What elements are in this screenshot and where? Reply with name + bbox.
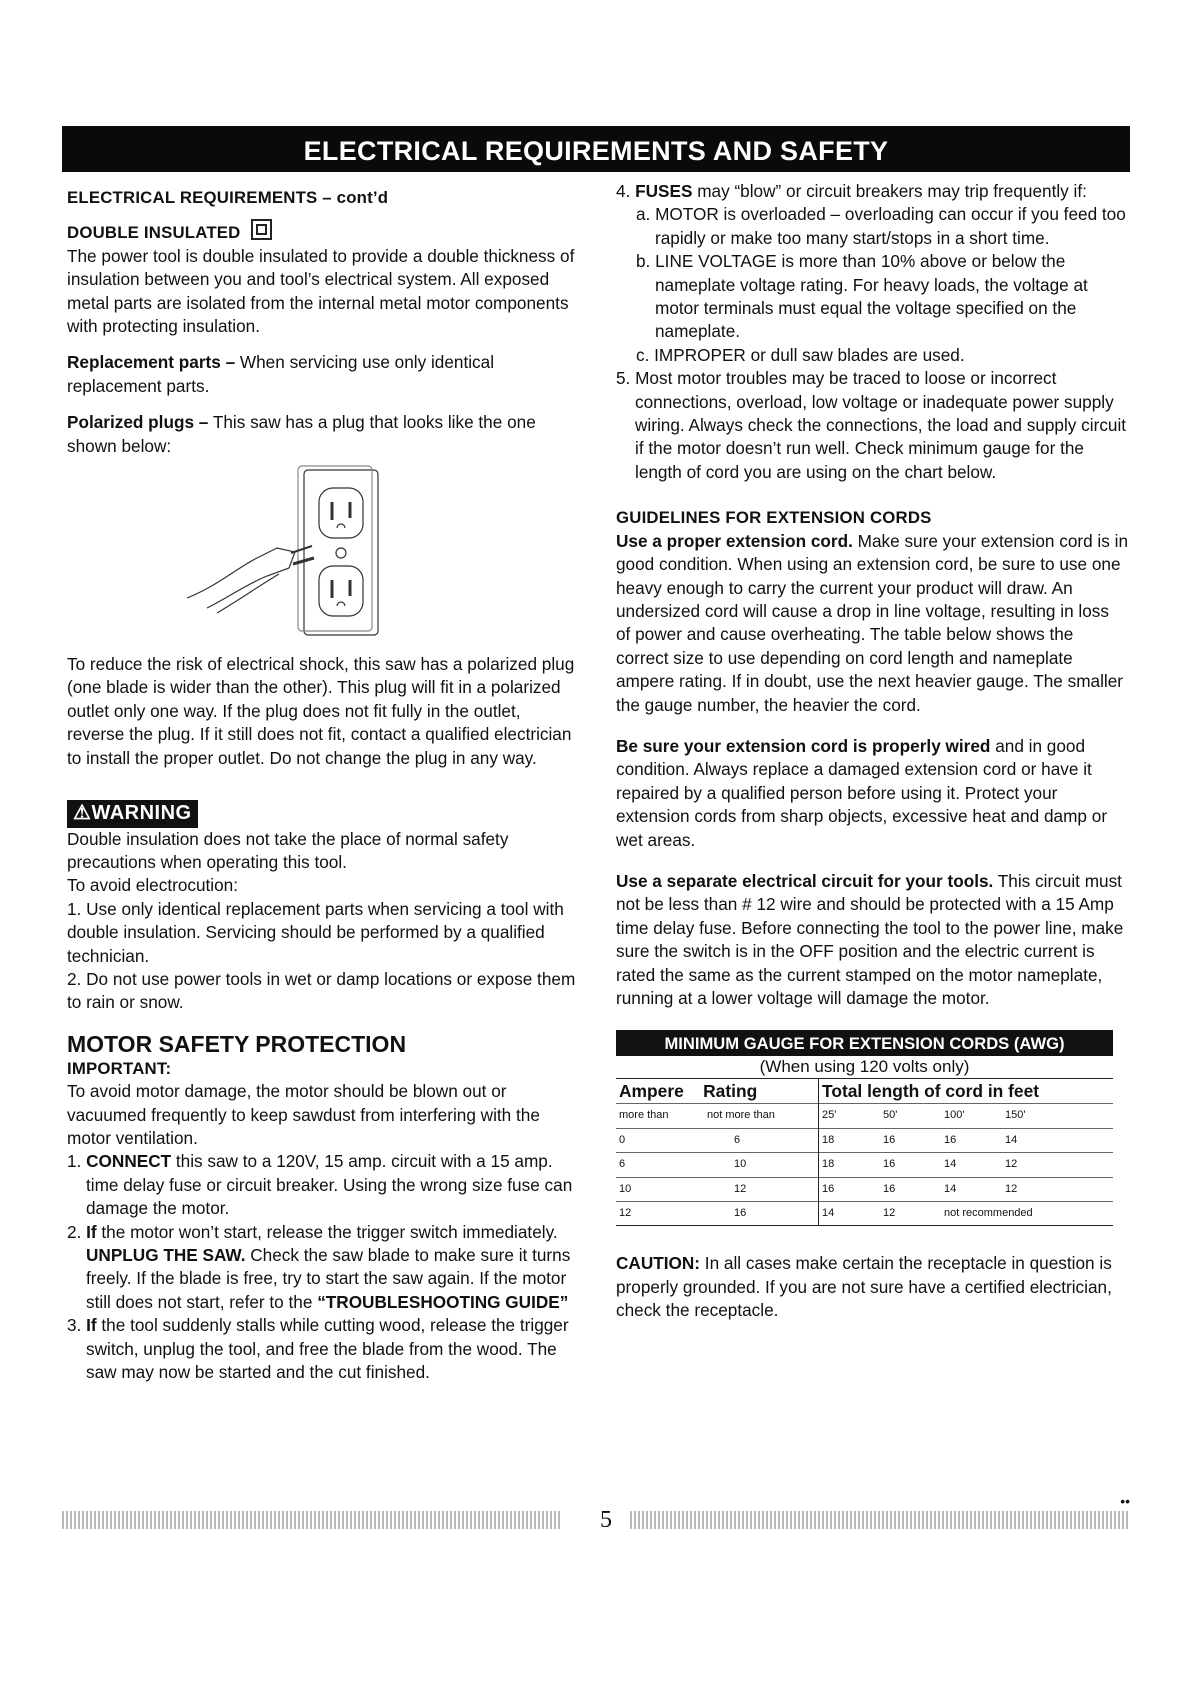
wired-cord-paragraph <box>616 735 1128 852</box>
proper-cord-lead: Use a proper extension cord. <box>616 530 853 551</box>
cell: 14 <box>941 1153 1002 1177</box>
motor-item-2-guide-ref: “TROUBLESHOOTING GUIDE” <box>317 1291 569 1312</box>
warning-line-1: Double insulation does not take the place of normal safety precautions when operating this tool. <box>67 828 509 872</box>
warning-line-3: 1. Use only identical replacement parts when servicing a tool with double insulation. Servicing should be performed by a qualified technician. <box>67 898 564 966</box>
double-insulated-text: The power tool is double insulated to provide a double thickness of insulation between you and tool’s electrical system. All exposed metal parts are isolated from the internal metal motor components with protecting insulation. <box>67 245 575 337</box>
replacement-parts-text: When servicing use only identical replacement parts. <box>67 352 495 396</box>
proper-cord-paragraph <box>616 530 1128 717</box>
double-insulated-title: DOUBLE INSULATED <box>67 223 241 243</box>
cell: not recommended <box>941 1202 1113 1226</box>
polarized-plug-illustration <box>67 458 582 653</box>
col-100ft: 100' <box>941 1104 1002 1128</box>
cell: 14 <box>819 1202 881 1226</box>
fuses-item <box>616 180 1128 203</box>
warning-line-2: To avoid electrocution: <box>67 875 239 896</box>
replacement-parts-lead: Replacement parts – <box>67 352 236 373</box>
fuses-text: may “blow” or circuit breakers may trip frequently if: <box>692 181 1087 201</box>
rating-label: Rating <box>703 1080 758 1101</box>
table-row <box>616 1177 1113 1201</box>
caution-text: In all cases make certain the receptacle in question is properly grounded. If you are not sure have a certified electrician, check the receptacle. <box>616 1253 1112 1321</box>
cell: 14 <box>1002 1128 1113 1152</box>
wired-cord-text: and in good condition. Always replace a damaged extension cord or have it repaired by a qualified person before using it. Protect your extension cords from sharp objects, excessive heat and damp or wet areas. <box>616 735 1108 850</box>
replacement-parts-paragraph <box>67 351 582 398</box>
col-150ft: 150' <box>1002 1104 1113 1128</box>
page-number: 5 <box>600 1507 612 1533</box>
fuses-number: 4. <box>616 181 631 201</box>
table-row <box>616 1128 1113 1152</box>
motor-item-2-bold: If <box>86 1221 97 1242</box>
cell: 18 <box>819 1128 881 1152</box>
cell: 12 <box>1002 1177 1113 1201</box>
gauge-table-subtitle: (When using 120 volts only) <box>759 1057 970 1077</box>
section-heading: ELECTRICAL REQUIREMENTS – cont’d <box>67 188 389 207</box>
cell: 12 <box>616 1202 704 1226</box>
cell: 6 <box>616 1153 704 1177</box>
table-row <box>616 1202 1113 1226</box>
cell: 16 <box>941 1128 1002 1152</box>
double-insulated-icon <box>251 219 272 240</box>
cell: 0 <box>616 1128 704 1152</box>
double-insulated-heading <box>67 219 582 244</box>
cell: 16 <box>880 1177 941 1201</box>
motor-item-1 <box>67 1150 582 1220</box>
gauge-table-header-ampere <box>616 1079 819 1104</box>
motor-item-3-text: the tool suddenly stalls while cutting wood, release the trigger switch, unplug the tool, and free the blade from the wood. The saw may now be started and the cut finished. <box>86 1315 569 1383</box>
cell: 10 <box>616 1177 704 1201</box>
footer-stripe-right <box>630 1511 1130 1529</box>
separate-circuit-text: This circuit must not be less than # 12 wire and should be protected with a 15 Amp time delay fuse. Before connecting the tool to the power line, make sure the switch is in the OFF position and the electric current is rated the same as the current stamped on the motor nameplate, running at a lower voltage will damage the motor. <box>616 870 1124 1008</box>
warning-line-4: 2. Do not use power tools in wet or damp locations or expose them to rain or snow. <box>67 968 576 1013</box>
motor-item-3 <box>67 1314 582 1384</box>
cell: 16 <box>880 1128 941 1152</box>
motor-item-2 <box>67 1221 582 1315</box>
table-row <box>616 1153 1113 1177</box>
fuses-sub-b: b. LINE VOLTAGE is more than 10% above or below the nameplate voltage rating. For heavy loads, the voltage at motor terminals must equal the voltage specified on the nameplate. <box>636 251 1088 342</box>
section-banner: ELECTRICAL REQUIREMENTS AND SAFETY <box>62 126 1130 172</box>
cell: 16 <box>704 1202 819 1226</box>
cell: 16 <box>880 1153 941 1177</box>
col-50ft: 50' <box>880 1104 941 1128</box>
cell: 14 <box>941 1177 1002 1201</box>
motor-item-1-text: this saw to a 120V, 15 amp. circuit with a 15 amp. time delay fuse or circuit breaker. Using the wrong size fuse can damage the motor. <box>86 1151 573 1219</box>
ampere-label: Ampere <box>619 1080 684 1101</box>
fuses-bold: FUSES <box>635 181 693 201</box>
wired-cord-lead: Be sure your extension cord is properly wired <box>616 735 991 756</box>
cell: 12 <box>880 1202 941 1226</box>
col-25ft: 25' <box>819 1104 881 1128</box>
warning-label-text: WARNING <box>91 802 192 825</box>
motor-item-2-text-a: the motor won’t start, release the trigger switch immediately. <box>96 1221 558 1242</box>
motor-item-2-number: 2. <box>67 1221 82 1242</box>
important-label: IMPORTANT: <box>67 1058 172 1078</box>
left-column <box>67 186 582 1384</box>
cell: 6 <box>704 1128 819 1152</box>
footer-stripe-left <box>62 1511 560 1529</box>
gauge-table <box>616 1030 1113 1226</box>
gauge-table-title: MINIMUM GAUGE FOR EXTENSION CORDS (AWG) <box>616 1030 1113 1056</box>
cell: 16 <box>819 1177 881 1201</box>
fuses-sub-a: a. MOTOR is overloaded – overloading can occur if you feed too rapidly or make too many start/stops in a short time. <box>636 204 1126 248</box>
warning-label: ⚠WARNING <box>67 800 198 827</box>
cell: 12 <box>704 1177 819 1201</box>
footer-dots: •• <box>1120 1493 1130 1509</box>
right-column <box>616 180 1128 1323</box>
proper-cord-text: Make sure your extension cord is in good condition. When using an extension cord, be sure to use one heavy enough to carry the current your product will draw. An undersized cord will cause a drop in line voltage, resulting in loss of power and cause overheating. The table below shows the correct size to use depending on cord length and nameplate ampere rating. If in doubt, use the next heavier gauge. The smaller the gauge number, the heavier the cord. <box>616 530 1129 715</box>
cell: 12 <box>1002 1153 1113 1177</box>
polarized-plugs-paragraph <box>67 411 582 458</box>
polarized-plugs-lead: Polarized plugs – <box>67 412 209 433</box>
motor-item-3-bold: If <box>86 1315 97 1336</box>
motor-troubles-item: 5. Most motor troubles may be traced to loose or incorrect connections, overload, low voltage or inadequate power supply wiring. Always check the connections, the load and supply circuit if the motor doesn’t run well. Check minimum gauge for the length of cord you are using on the chart below. <box>616 368 1127 482</box>
motor-item-1-bold: CONNECT <box>86 1151 172 1172</box>
separate-circuit-paragraph <box>616 870 1128 1010</box>
motor-intro: To avoid motor damage, the motor should be blown out or vacuumed frequently to keep sawdust from interfering with the motor ventilation. <box>67 1081 540 1148</box>
motor-item-3-number: 3. <box>67 1315 82 1336</box>
caution-paragraph <box>616 1252 1128 1322</box>
motor-item-2-text-b: Check the saw blade to make sure it turns freely. If the blade is free, try to start the saw again. If the motor still does not start, refer to the <box>86 1245 571 1312</box>
motor-safety-heading: MOTOR SAFETY PROTECTION <box>67 1030 407 1057</box>
gauge-table-header-length: Total length of cord in feet <box>819 1079 1114 1104</box>
separate-circuit-lead: Use a separate electrical circuit for your tools. <box>616 870 994 891</box>
col-not-more-than: not more than <box>704 1104 819 1128</box>
extension-cord-heading: GUIDELINES FOR EXTENSION CORDS <box>616 508 932 528</box>
caution-lead: CAUTION: <box>616 1253 701 1274</box>
motor-item-1-number: 1. <box>67 1151 82 1172</box>
page-footer <box>62 1493 1130 1535</box>
motor-item-2-unplug: UNPLUG THE SAW. <box>86 1245 246 1265</box>
cell: 18 <box>819 1153 881 1177</box>
fuses-sub-c: c. IMPROPER or dull saw blades are used. <box>636 344 965 365</box>
polarized-plugs-text: This saw has a plug that looks like the one shown below: <box>67 412 536 456</box>
cell: 10 <box>704 1153 819 1177</box>
polarized-plugs-body: To reduce the risk of electrical shock, this saw has a polarized plug (one blade is wider than the other). This plug will fit in a polarized outlet only one way. If the plug does not fit fully in the outlet, reverse the plug. If it still does not fit, contact a qualified electrician to install the proper outlet. Do not change the plug in any way. <box>67 654 575 768</box>
col-more-than: more than <box>616 1104 704 1128</box>
